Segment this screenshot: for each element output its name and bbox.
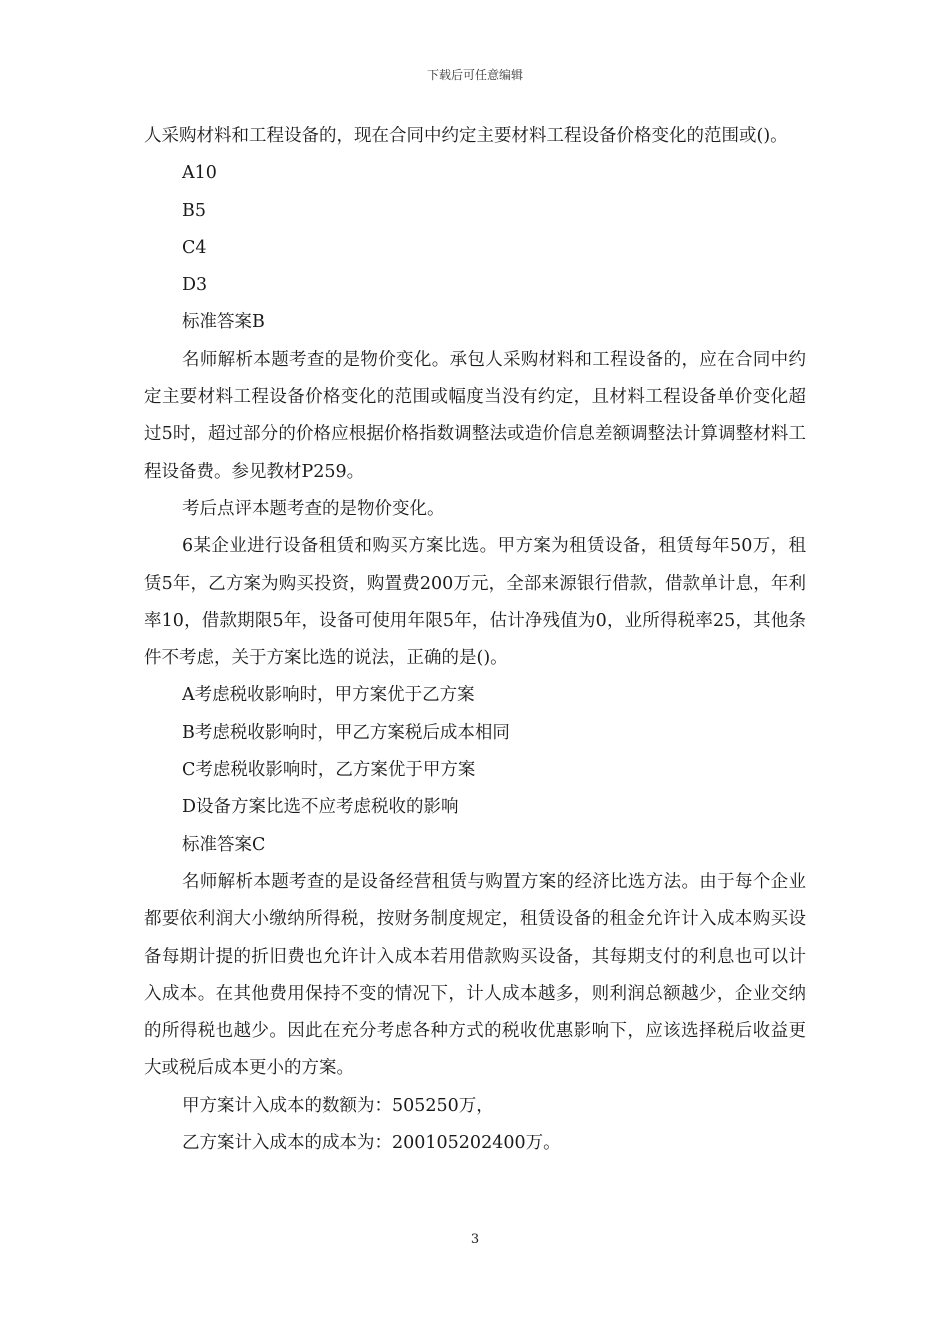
- option-d: D3: [182, 275, 208, 296]
- page-number: 3: [470, 1232, 480, 1247]
- paragraph: 人采购材料和工程设备的，现在合同中约定主要材料工程设备价格变化的范围或()。: [144, 126, 788, 146]
- standard-answer: 标准答案C: [182, 834, 266, 855]
- document-body: [144, 118, 806, 1162]
- standard-answer: 标准答案B: [182, 312, 265, 333]
- option-a: A考虑税收影响时，甲方案优于乙方案: [182, 685, 475, 706]
- question-6: 6某企业进行设备租赁和购买方案比选。甲方案为租赁设备，租赁每年50万，租赁5年，乙方案为购买投资，购置费200万元，全部来源银行借款，借款单计息，年利率10，借款期限5年，设备可使用年限5年，估计净残值为0，业所得税率25，其他条件不考虑，关于方案比选的说法，正确的是()。: [144, 536, 806, 669]
- option-b: B考虑税收影响时，甲乙方案税后成本相同: [182, 722, 510, 743]
- option-d: D设备方案比选不应考虑税收的影响: [182, 797, 459, 818]
- option-a: A10: [182, 163, 217, 184]
- option-b: B5: [182, 200, 206, 221]
- expert-analysis: 名师解析本题考查的是物价变化。承包人采购材料和工程设备的，应在合同中约定主要材料工程设备价格变化的范围或幅度当没有约定，且材料工程设备单价变化超过5时，超过部分的价格应根据价格指数调整法或造价信息差额调整法计算调整材料工程设备费。参见教材P259。: [144, 349, 806, 482]
- option-c: C4: [182, 237, 207, 258]
- review-comment: 考后点评本题考查的是物价变化。: [182, 498, 445, 519]
- option-c: C考虑税收影响时，乙方案优于甲方案: [182, 760, 476, 781]
- calculation-line: 乙方案计入成本的成本为：200105202400万。: [182, 1133, 561, 1154]
- expert-analysis: 名师解析本题考查的是设备经营租赁与购置方案的经济比选方法。由于每个企业都要依利润大小缴纳所得税，按财务制度规定，租赁设备的租金允许计入成本购买设备每期计提的折旧费也允许计入成本若用借款购买设备，其每期支付的利息也可以计入成本。在其他费用保持不变的情况下，计人成本越多，则利润总额越少，企业交纳的所得税也越少。因此在充分考虑各种方式的税收优惠影响下，应该选择税后收益更大或税后成本更小的方案。: [144, 871, 806, 1079]
- calculation-line: 甲方案计入成本的数额为：505250万，: [182, 1095, 494, 1116]
- page-header: 下载后可任意编辑: [426, 68, 523, 82]
